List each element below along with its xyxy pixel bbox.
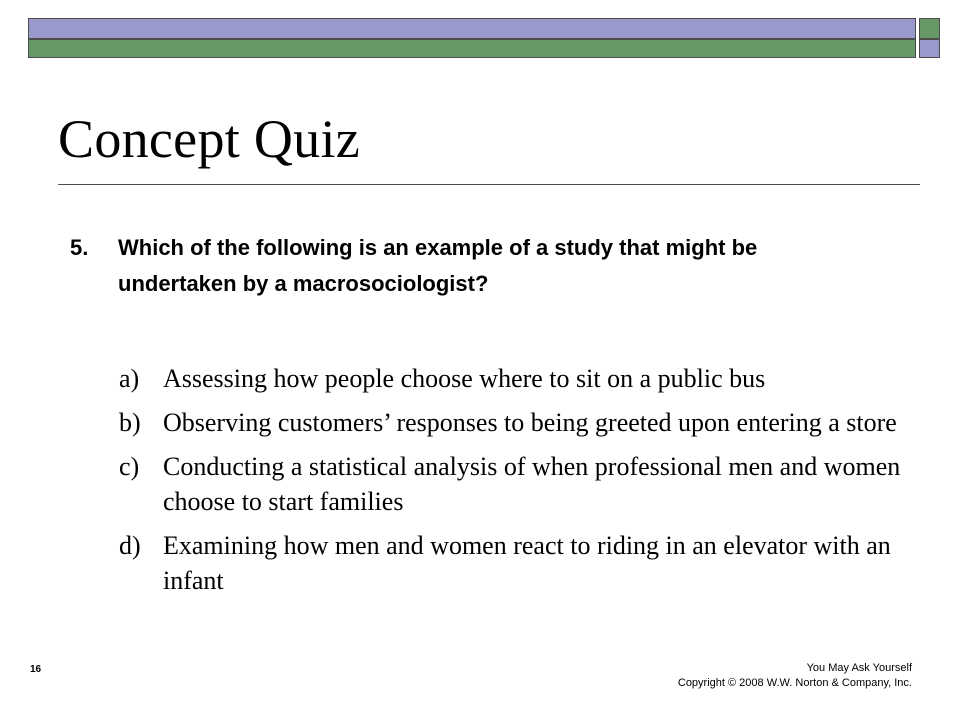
question-number: 5. bbox=[70, 235, 89, 260]
option-text: Assessing how people choose where to sit on a public bus bbox=[163, 364, 766, 393]
header-corner-green-square bbox=[919, 18, 940, 39]
page-number: 16 bbox=[30, 664, 42, 675]
answer-option-a bbox=[119, 361, 919, 396]
answer-option-b bbox=[119, 405, 919, 440]
option-letter: d) bbox=[119, 531, 141, 560]
header-bar-green bbox=[28, 39, 916, 58]
slide-title: Concept Quiz bbox=[58, 109, 361, 169]
book-title: You May Ask Yourself bbox=[806, 662, 912, 674]
answer-option-d bbox=[119, 528, 919, 598]
option-text: Observing customers’ responses to being greeted upon entering a store bbox=[163, 408, 897, 437]
option-letter: c) bbox=[119, 452, 140, 481]
answer-options bbox=[119, 361, 919, 607]
option-letter: b) bbox=[119, 408, 141, 437]
answer-option-c bbox=[119, 449, 919, 519]
header-bar-purple bbox=[28, 18, 916, 39]
title-divider bbox=[58, 184, 920, 185]
question bbox=[70, 230, 850, 302]
question-text: Which of the following is an example of a study that might be undertaken by a macrosociologist? bbox=[118, 235, 758, 296]
copyright-notice: Copyright © 2008 W.W. Norton & Company, Inc. bbox=[677, 677, 912, 689]
option-text: Conducting a statistical analysis of when professional men and women choose to start families bbox=[163, 452, 901, 516]
option-text: Examining how men and women react to riding in an elevator with an infant bbox=[163, 531, 891, 595]
footer-credits bbox=[678, 661, 912, 691]
header-corner-purple-square bbox=[919, 39, 940, 58]
option-letter: a) bbox=[119, 364, 140, 393]
